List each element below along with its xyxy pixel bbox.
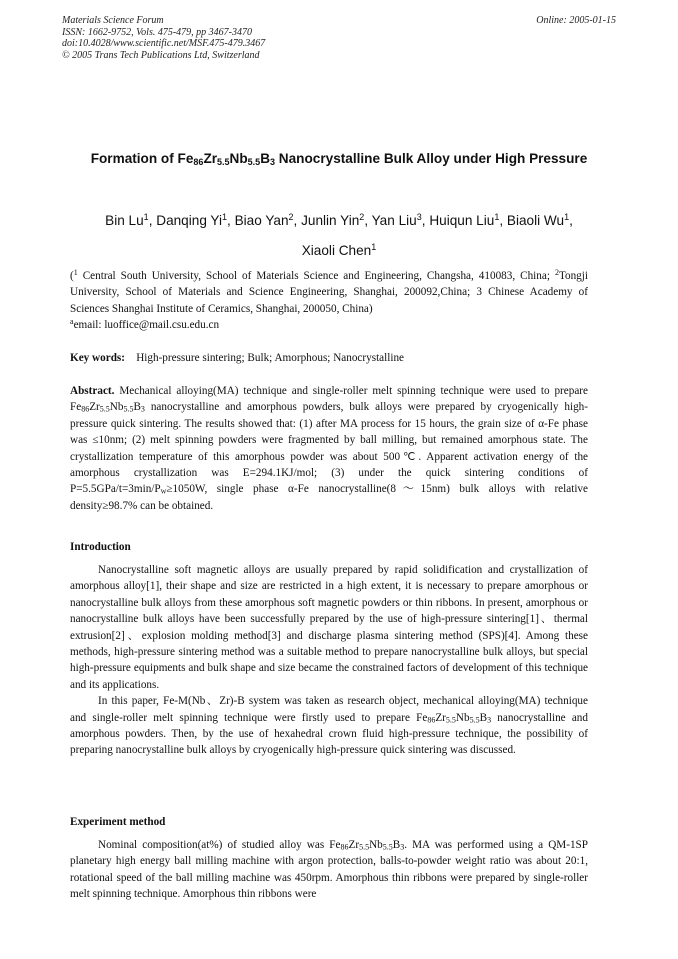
experiment-body (70, 837, 588, 903)
author-name: Biaoli Wu (506, 213, 565, 228)
keywords (70, 350, 588, 366)
keywords-text: High-pressure sintering; Bulk; Amorphous; Nanocrystalline (136, 352, 405, 364)
author-name: Biao Yan (234, 213, 289, 228)
author-name: Xiaoli Chen (301, 243, 372, 258)
doi-line[interactable]: doi:10.4028/www.scientific.net/MSF.475-479.3467 (62, 38, 266, 49)
paragraph: Nanocrystalline soft magnetic alloys are usually prepared by rapid solidification and crystallization of amorphous alloy[1], their shape and size are restricted in a high extent, it is necessary to prepare amorphous or nanocrystalline bulk alloys from these amorphous soft magnetic powders or thin ribbons. In present, amorphous or nanocrystalline bulk alloys have been successfully prepared by the use of high-pressure sintering[1]、thermal extrusion[2]、explosion molding method[3] and discharge plasma sintering method (SPS)[4]. Among these methods, high-pressure sintering method was a suitable method to prepare nanocrystalline bulk alloys, but special high-pressure equipments and bulk shape and size became the constrained factors of development of this technique and its applications. (70, 564, 588, 691)
affiliations: ($^1$ Central South University, School of Materials Science and Engineering, Changsha, 410083, China; $^2$Tongji University, School of Materials and Science Engineering, Shanghai, 200092,China; 3 Chinese Academy of Sciences Shanghai Institute of Ceramics, Shanghai, 200050, China) $^a$email: luoffice@mail.csu.edu.cn (70, 268, 588, 334)
author-name: Danqing Yi (156, 213, 223, 228)
introduction-body (70, 562, 588, 759)
abstract: Abstract. Mechanical alloying(MA) technique and single-roller melt spinning technique were used to prepare $Fe_{86}Zr_{5.5}Nb_{5.5}B_3$ nanocrystalline and amorphous powders, bulk alloys were prepared by cryogenically high-pressure quick sintering. The results showed that: (1) after MA process for 15 hours, the grain size of α-Fe phase was ≤10nm; (2) melt spinning powders were fragmented by ball milling, but remained amorphous state. The crystallization temperature of this amorphous powder was about 500℃. Apparent activation energy of the amorphous crystallization was E=294.1KJ/mol; (3) under the quick sintering conditions of $P=5.5GPa/t=3\min/P_w\ge 1050W$, single phase α-Fe nanocrystalline(8～15nm) bulk alloys with relative density≥98.7% can be obtained. (70, 385, 588, 512)
author-name: Bin Lu (105, 213, 144, 228)
paper-title: Formation of $Fe_{86}Zr_{5.5}Nb_{5.5}B_3$ Nanocrystalline Bulk Alloy under High Pressure (90, 151, 588, 167)
abstract-label: Abstract. (70, 385, 115, 397)
experiment-heading: Experiment method (70, 816, 166, 828)
journal-header (62, 15, 265, 61)
keywords-label: Key words: (70, 352, 125, 364)
paragraph: Nominal composition(at%) of studied alloy was $Fe_{86}Zr_{5.5}Nb_{5.5}B_3$. MA was performed using a QM-1SP planetary high energy ball milling machine with argon protection, balls-to-powder weight ratio was about 20:1, rotational speed of the ball milling machine was 450rpm. Amorphous thin ribbons were prepared by single-roller melt spinning technique. Amorphous thin ribbons were (70, 839, 588, 901)
introduction-heading: Introduction (70, 541, 131, 553)
author-name: Yan Liu (371, 213, 417, 228)
author-list: Bin Lu$^1$, Danqing Yi$^1$, Biao Yan$^2$, Junlin Yin$^2$, Yan Liu$^3$, Huiqun Liu$^1$, Biaoli Wu$^1$, Xiaoli Chen$^1$ (105, 212, 573, 258)
author-name: Junlin Yin (301, 213, 360, 228)
paragraph: In this paper, Fe-M(Nb、Zr)-B system was taken as research object, mechanical alloying(MA) technique and single-roller melt spinning technique were firstly used to prepare $Fe_{86}Zr_{5.5}Nb_{5.5}B_3$ nanocrystalline and amorphous powders. Then, by the use of hexahedral crown fluid high-pressure technique, the possibility of preparing nanocrystalline bulk alloys by cryogenically high-pressure quick sintering was discussed. (70, 695, 588, 757)
online-date-header (536, 15, 616, 27)
issn-line: ISSN: 1662-9752, Vols. 475-479, pp 3467-3470 (62, 26, 252, 38)
journal-name: Materials Science Forum (62, 15, 164, 26)
copyright-line: © 2005 Trans Tech Publications Ltd, Switzerland (62, 49, 260, 61)
author-name: Huiqun Liu (429, 213, 495, 228)
online-date: Online: 2005-01-15 (536, 15, 616, 26)
email-line[interactable]: $^a$email: luoffice@mail.csu.edu.cn (70, 317, 220, 332)
